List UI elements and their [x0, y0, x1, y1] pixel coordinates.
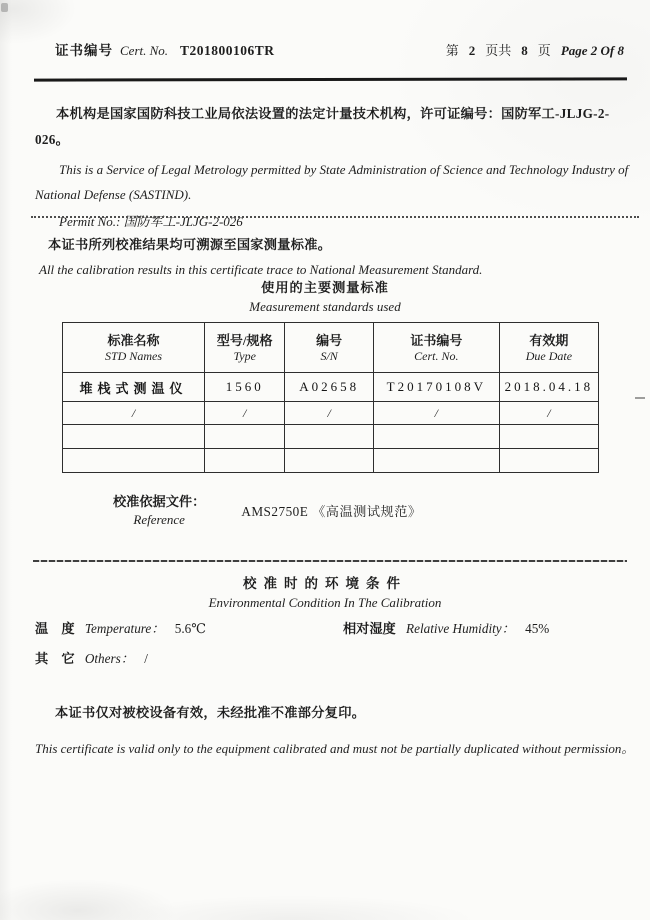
cell-type: 1560: [205, 373, 285, 402]
cell-serial: [285, 425, 373, 449]
temperature-label-en: Temperature：: [84, 621, 165, 636]
page-label-cn-2: 页共: [485, 43, 512, 58]
col-cert-no: [373, 323, 499, 373]
humidity-value: 45%: [525, 621, 550, 636]
cell-due-date: /: [499, 402, 598, 425]
cell-cert-no: T20170108V: [373, 373, 499, 402]
temperature-line: [35, 618, 206, 637]
cell-serial: A02658: [285, 373, 373, 402]
col-type-en: Type: [233, 348, 256, 363]
cell-std-name: 堆栈式测温仪: [63, 373, 205, 402]
others-value: /: [144, 651, 148, 666]
cell-serial: [285, 449, 373, 473]
permit-number-line: Permit No.: 国防军工-JLJG-2-026: [59, 214, 243, 229]
dotted-divider: [31, 216, 639, 218]
col-serial-en: S/N: [320, 348, 338, 363]
traceability-statement-en: All the calibration results in this certificate trace to National Measurement Standard.: [39, 262, 483, 277]
standards-title-en: Measurement standards used: [249, 299, 401, 314]
humidity-line: [343, 618, 549, 637]
col-serial: [285, 323, 373, 373]
page-label-cn-3: 页: [537, 43, 551, 58]
table-header-row: [63, 323, 599, 373]
cell-serial: /: [285, 402, 373, 425]
page-current: 2: [468, 43, 476, 58]
temperature-value: 5.6℃: [174, 621, 207, 636]
reference-label-en: Reference: [133, 512, 185, 527]
cell-type: [205, 425, 285, 449]
humidity-label-cn: 相对湿度: [343, 621, 396, 636]
page-label-cn-1: 第: [445, 43, 459, 58]
environment-title: [0, 572, 650, 611]
col-serial-cn: 编号: [316, 332, 343, 348]
standards-title: [0, 277, 650, 315]
cell-due-date: 2018.04.18: [499, 373, 598, 402]
scan-artifact: [1, 3, 8, 12]
cell-type: [205, 449, 285, 473]
cell-due-date: [499, 449, 598, 473]
cell-std-name: [63, 425, 205, 449]
header-rule: [34, 77, 627, 81]
reference-value: AMS2750E 《高温测试规范》: [241, 504, 422, 519]
cell-std-name: [63, 449, 205, 473]
standards-table: [62, 322, 599, 473]
others-label-cn: 其 它: [35, 651, 75, 666]
temperature-label-cn: 温 度: [35, 621, 75, 636]
table-row: [63, 402, 599, 425]
environment-title-en: Environmental Condition In The Calibration: [208, 595, 442, 610]
cert-number-label-cn: 证书编号: [55, 43, 113, 58]
others-line: [35, 648, 148, 667]
humidity-label-en: Relative Humidity：: [406, 621, 515, 636]
col-std-names-cn: 标准名称: [107, 332, 160, 348]
cert-number-group: [55, 39, 275, 59]
cell-cert-no: [373, 425, 499, 449]
scan-artifact: [635, 397, 645, 399]
cell-cert-no: /: [373, 402, 499, 425]
col-cert-no-cn: 证书编号: [410, 332, 463, 348]
cell-cert-no: [373, 449, 499, 473]
intro-statement-cn: 本机构是国家国防科技工业局依法设置的法定计量技术机构，许可证编号：国防军工-JLJG-2-026。: [35, 106, 610, 147]
traceability-statement-cn: 本证书所列校准结果均可溯源至国家测量标准。: [48, 237, 332, 252]
col-due-date-cn: 有效期: [529, 332, 569, 348]
cert-number-value: T201800106TR: [180, 43, 275, 58]
environment-title-cn: 校准时的环境条件: [243, 576, 407, 591]
col-cert-no-en: Cert. No.: [414, 348, 459, 363]
others-label-en: Others：: [84, 651, 134, 666]
reference-label: [113, 493, 205, 528]
cell-due-date: [499, 425, 598, 449]
standards-title-cn: 使用的主要测量标准: [261, 280, 389, 295]
cell-type: /: [205, 402, 285, 425]
cell-std-name: /: [63, 402, 205, 425]
validity-notice-en: This certificate is valid only to the equipment calibrated and must not be partially duplicated without permission。: [35, 741, 635, 756]
intro-section: [35, 101, 629, 234]
col-due-date: [499, 323, 598, 373]
reference-section: [113, 493, 422, 528]
intro-statement-en: This is a Service of Legal Metrology permitted by State Administration of Science and Technology Industry of National Defense (SASTIND).: [35, 162, 629, 202]
col-due-date-en: Due Date: [525, 348, 573, 363]
reference-label-cn: 校准依据文件：: [113, 494, 206, 509]
page-number-group: [436, 40, 624, 59]
traceability-section: [35, 233, 629, 278]
validity-notice-cn: 本证书仅对被校设备有效，未经批准不准部分复印。: [55, 705, 366, 720]
col-std-names: [63, 323, 205, 373]
col-type: [205, 323, 285, 373]
page-header: [55, 39, 624, 59]
col-std-names-en: STD Names: [105, 348, 163, 363]
page-label-en: Page 2 Of 8: [560, 43, 624, 58]
table-row: [63, 373, 599, 402]
cert-number-label-en: Cert. No.: [120, 43, 169, 58]
page-total: 8: [521, 43, 528, 58]
col-type-cn: 型号/规格: [216, 332, 273, 348]
table-row: [63, 449, 599, 473]
section-divider: [33, 560, 627, 562]
table-row: [63, 425, 599, 449]
